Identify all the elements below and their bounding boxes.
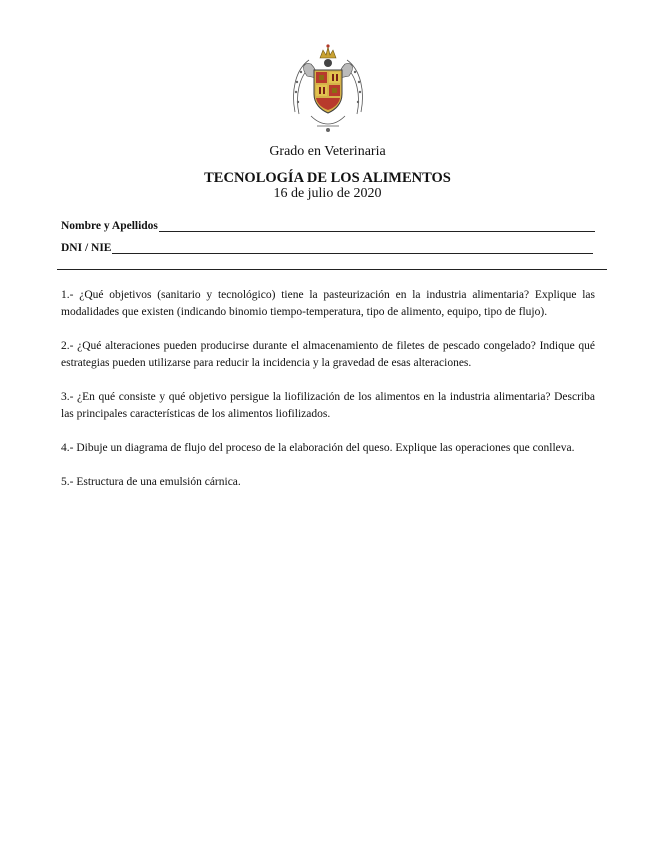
question-5: 5.- Estructura de una emulsión cárnica. — [61, 476, 241, 488]
dni-field[interactable] — [61, 241, 593, 254]
subject-title: TECNOLOGÍA DE LOS ALIMENTOS — [204, 170, 451, 186]
dni-label: DNI / NIE — [61, 242, 112, 254]
question-2: 2.- ¿Qué alteraciones pueden producirse durante el almacenamiento de filetes de pescado congelado? Indique qué estrategias pueden utilizarse para reducir la incidencia y la gravedad de esas alteraciones. — [61, 340, 595, 369]
question-4: 4.- Dibuje un diagrama de flujo del proceso de la elaboración del queso. Explique las operaciones que conlleva. — [61, 442, 575, 454]
dni-input-line[interactable] — [112, 241, 593, 254]
header-divider — [57, 269, 607, 270]
question-3: 3.- ¿En qué consiste y qué objetivo persigue la liofilización de los alimentos en la industria alimentaria? Describa las principales características de los alimentos liofilizados. — [61, 391, 595, 420]
university-crest-icon — [287, 42, 369, 134]
exam-date: 16 de julio de 2020 — [273, 186, 382, 201]
name-label: Nombre y Apellidos — [61, 220, 158, 232]
name-input-line[interactable] — [159, 219, 595, 232]
degree-title: Grado en Veterinaria — [269, 144, 386, 159]
question-list — [61, 287, 595, 508]
name-field[interactable] — [61, 219, 595, 232]
question-1: 1.- ¿Qué objetivos (sanitario y tecnológico) tiene la pasteurización en la industria alimentaria? Explique las modalidades que existen (indicando binomio tiempo-temperatura, tipo de alimento, equipo, tipo de flujo). — [61, 289, 595, 318]
